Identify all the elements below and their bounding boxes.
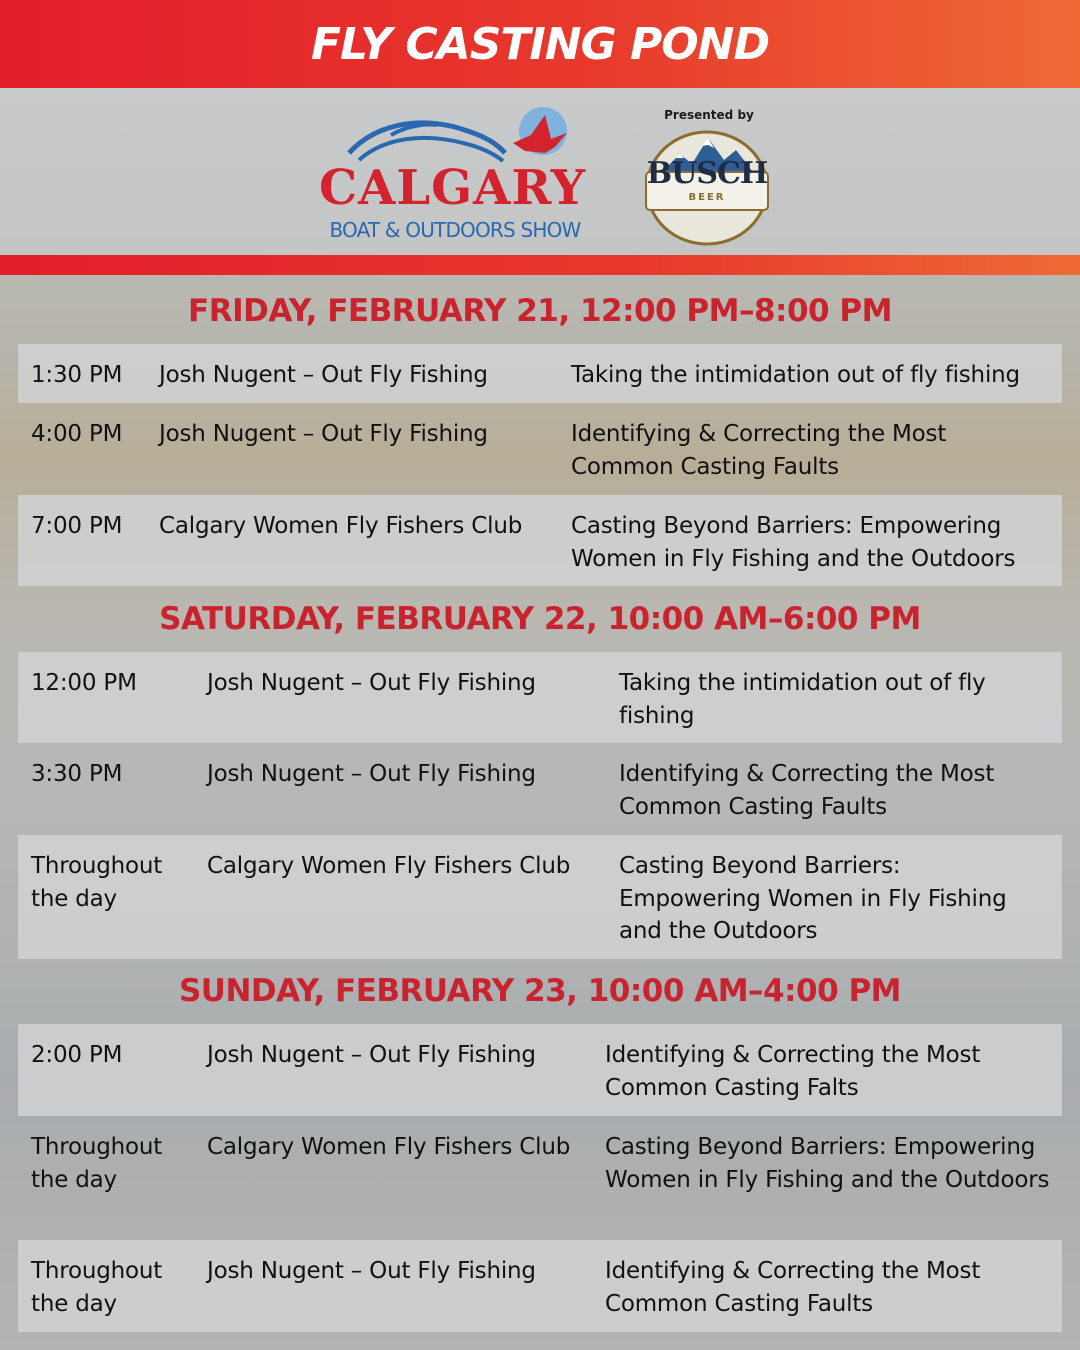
row-topic: Taking the intimidation out of fly fishing bbox=[619, 670, 986, 729]
header-divider bbox=[0, 255, 1080, 275]
day-heading-friday: FRIDAY, FEBRUARY 21, 12:00 PM–8:00 PM bbox=[188, 293, 892, 329]
row-presenter: Calgary Women Fly Fishers Club bbox=[207, 1134, 571, 1160]
row-topic: Identifying & Correcting the Most Common Casting Faults bbox=[605, 1258, 981, 1317]
row-topic: Taking the intimidation out of fly fishing bbox=[571, 362, 1020, 388]
table-row bbox=[18, 835, 1062, 959]
row-presenter: Josh Nugent – Out Fly Fishing bbox=[159, 362, 488, 388]
day-heading-sunday: SUNDAY, FEBRUARY 23, 10:00 AM–4:00 PM bbox=[178, 973, 902, 1009]
table-row bbox=[18, 743, 1062, 835]
row-topic: Casting Beyond Barriers: Empowering Women in Fly Fishing and the Outdoors bbox=[571, 513, 1016, 572]
row-topic: Identifying & Correcting the Most Common Casting Faults bbox=[571, 421, 947, 480]
row-time: 1:30 PM bbox=[31, 362, 123, 388]
table-row bbox=[18, 1024, 1062, 1116]
page-title: FLY CASTING POND bbox=[310, 18, 770, 70]
sponsor-subtitle: BEER bbox=[688, 192, 726, 203]
table-row bbox=[18, 1240, 1062, 1332]
table-row bbox=[18, 1116, 1062, 1240]
row-time: Throughout the day bbox=[31, 1258, 163, 1317]
row-time: 3:30 PM bbox=[31, 761, 123, 787]
row-presenter: Josh Nugent – Out Fly Fishing bbox=[207, 1042, 536, 1068]
row-time: 2:00 PM bbox=[31, 1042, 123, 1068]
row-presenter: Josh Nugent – Out Fly Fishing bbox=[207, 1258, 536, 1284]
row-presenter: Calgary Women Fly Fishers Club bbox=[159, 513, 523, 539]
table-row bbox=[18, 495, 1062, 586]
table-row bbox=[18, 403, 1062, 495]
table-row bbox=[18, 652, 1062, 743]
row-presenter: Josh Nugent – Out Fly Fishing bbox=[207, 670, 536, 696]
row-time: 4:00 PM bbox=[31, 421, 123, 447]
logo-wordmark: CALGARY bbox=[318, 160, 587, 216]
sponsor-wordmark: BUSCH bbox=[646, 156, 768, 191]
row-topic: Identifying & Correcting the Most Common Casting Faults bbox=[619, 761, 995, 820]
row-time: 12:00 PM bbox=[31, 670, 137, 696]
logo-subtitle: BOAT & OUTDOORS SHOW bbox=[329, 218, 581, 242]
presented-by-label: Presented by bbox=[664, 108, 754, 122]
calgary-boat-show-logo bbox=[305, 105, 600, 245]
row-topic: Identifying & Correcting the Most Common Casting Falts bbox=[605, 1042, 981, 1101]
row-presenter: Josh Nugent – Out Fly Fishing bbox=[159, 421, 488, 447]
row-topic: Casting Beyond Barriers: Empowering Women in Fly Fishing and the Outdoors bbox=[605, 1134, 1050, 1193]
row-presenter: Josh Nugent – Out Fly Fishing bbox=[207, 761, 536, 787]
row-time: Throughout the day bbox=[31, 853, 163, 912]
sponsor-block bbox=[640, 108, 778, 248]
row-time: 7:00 PM bbox=[31, 513, 123, 539]
row-topic: Casting Beyond Barriers: Empowering Women in Fly Fishing and the Outdoors bbox=[619, 853, 1007, 944]
table-row bbox=[18, 344, 1062, 403]
day-heading-saturday: SATURDAY, FEBRUARY 22, 10:00 AM–6:00 PM bbox=[159, 601, 921, 637]
title-bar bbox=[0, 0, 1080, 88]
row-time: Throughout the day bbox=[31, 1134, 163, 1193]
row-presenter: Calgary Women Fly Fishers Club bbox=[207, 853, 571, 879]
